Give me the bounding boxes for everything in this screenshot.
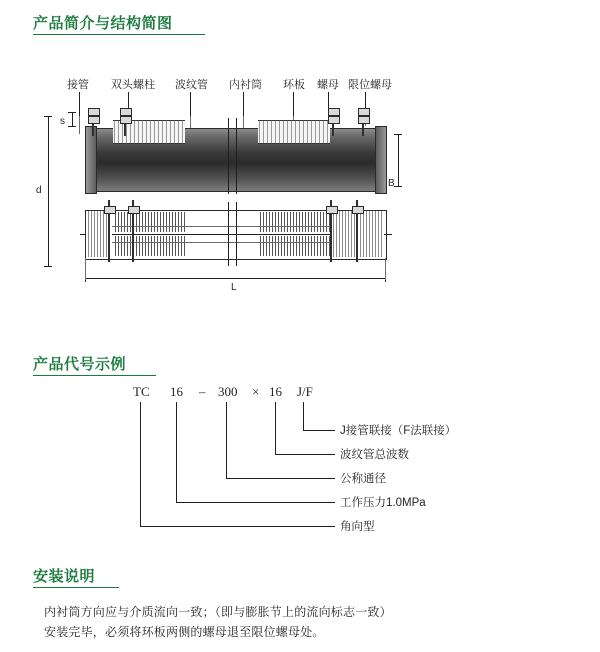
code-desc-dn: 公称通径: [340, 473, 386, 485]
code-connector-conn: [303, 430, 335, 431]
code-dropline-waves: [275, 402, 276, 454]
code-token-model: TC: [133, 384, 150, 399]
callout-label-4: 内衬筒: [229, 79, 262, 91]
product-code-diagram: [0, 370, 600, 550]
section-rule-intro: [33, 34, 205, 35]
callout-label-3: 波纹管: [175, 79, 208, 91]
limit-nut-top-2: [120, 108, 132, 116]
dimension-label-L: L: [231, 282, 237, 293]
code-connector-waves: [275, 454, 335, 455]
nut-top-2: [120, 116, 132, 124]
ring-plate-bottom-right-edge: [236, 202, 237, 266]
dimension-line-L: [85, 278, 385, 279]
leader-tail-1: [79, 116, 80, 134]
nut-bottom-4: [352, 206, 364, 214]
limit-nut-top-3: [328, 108, 340, 116]
bellows-left-bottom-upper: [113, 212, 185, 232]
dimension-label-d: d: [36, 185, 42, 196]
install-note-1: 内衬筒方向应与介质流向一致；（即与膨胀节上的流向标志一致）: [44, 605, 392, 619]
section-title-install: 安装说明: [33, 568, 96, 585]
code-token-waves: 16: [269, 384, 282, 399]
nut-bottom-2: [128, 206, 140, 214]
code-token-pressure: 16: [170, 384, 183, 399]
extension-line-L-right: [385, 258, 386, 280]
dimension-tick-B-top: [394, 134, 402, 135]
ring-plate-top-right-edge: [236, 118, 237, 194]
code-dropline-dn: [226, 402, 227, 478]
code-dropline-conn: [303, 402, 304, 430]
code-token-dn: 300: [218, 384, 238, 399]
dimension-line-B: [398, 134, 399, 186]
code-desc-model: 角向型: [340, 521, 375, 533]
limit-nut-top-1: [88, 108, 100, 116]
callout-label-7: 限位螺母: [348, 79, 392, 91]
callout-label-2: 双头螺柱: [111, 79, 155, 91]
dimension-line-d: [48, 116, 49, 266]
dimension-tick-B-bottom: [394, 186, 402, 187]
install-note-2: 安装完毕，必须将环板两侧的螺母退至限位螺母处。: [44, 625, 325, 639]
code-dropline-model: [140, 402, 141, 526]
code-dropline-pressure: [176, 402, 177, 502]
callout-label-6: 螺母: [317, 79, 339, 91]
dimension-label-B: B: [388, 178, 395, 189]
section-rule-install: [33, 587, 119, 588]
callout-label-5: 环板: [283, 79, 305, 91]
section-title-code: 产品代号示例: [33, 356, 127, 373]
bellows-left-bottom-lower: [113, 236, 185, 256]
bellows-right-bottom-lower: [258, 236, 330, 256]
dimension-tick-s-bottom: [68, 126, 76, 127]
dimension-line-s: [72, 112, 73, 126]
code-desc-conn: J接管联接（F法联接）: [340, 425, 457, 437]
nut-top-1: [88, 116, 100, 124]
flange-right-top: [375, 126, 387, 194]
code-desc-pressure: 工作压力1.0MPa: [340, 497, 426, 509]
code-token-conn: J/F: [297, 384, 313, 399]
bellows-right-top: [258, 120, 330, 144]
code-desc-waves: 波纹管总波数: [340, 449, 409, 461]
leader-line-1: [79, 92, 80, 116]
ring-plate-top-left-edge: [228, 118, 229, 194]
dimension-tick-d-top: [44, 116, 52, 117]
section-title-intro: 产品简介与结构简图: [33, 15, 173, 32]
code-connector-pressure: [176, 502, 335, 503]
dimension-tick-d-bottom: [44, 266, 52, 267]
limit-nut-top-4: [358, 108, 370, 116]
nut-bottom-1: [104, 206, 116, 214]
bellows-right-bottom-upper: [258, 212, 330, 232]
nut-bottom-3: [326, 206, 338, 214]
extension-line-L-left: [85, 258, 86, 280]
callout-label-1: 接管: [67, 79, 89, 91]
leader-line-3: [190, 92, 191, 116]
code-token-times: ×: [252, 384, 260, 399]
code-token-dash: –: [199, 384, 206, 399]
leader-line-4: [243, 92, 244, 116]
nut-top-4: [358, 116, 370, 124]
dimension-label-s: s: [60, 116, 65, 127]
leader-line-5: [293, 92, 294, 116]
dimension-tick-s-top: [68, 112, 76, 113]
flange-left-top: [85, 126, 97, 194]
structure-diagram: [0, 60, 600, 320]
code-connector-model: [140, 526, 335, 527]
ring-plate-bottom-left-edge: [228, 202, 229, 266]
nut-top-3: [328, 116, 340, 124]
code-connector-dn: [226, 478, 335, 479]
